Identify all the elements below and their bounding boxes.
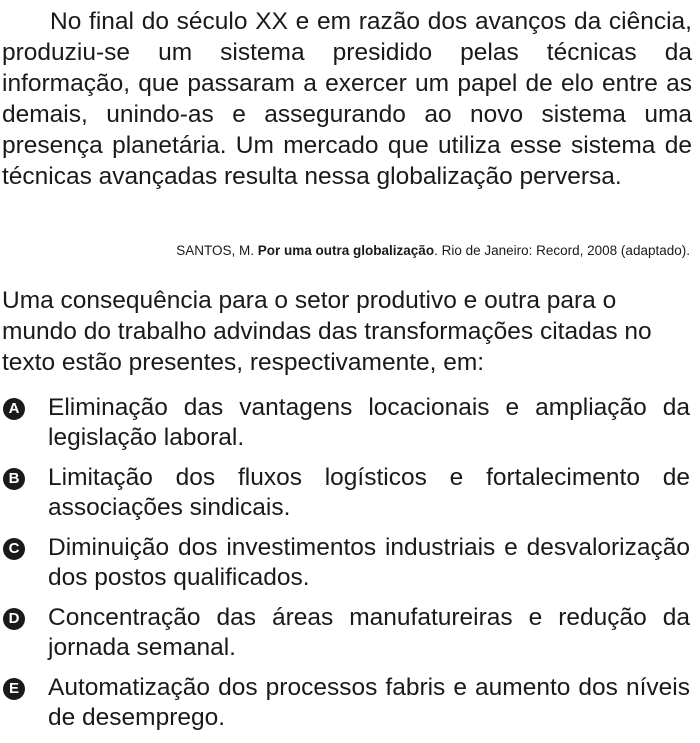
option-text: Concentração das áreas manufatureiras e redução da jornada semanal. bbox=[48, 604, 690, 661]
citation-title: Por uma outra globalização bbox=[257, 243, 435, 258]
answer-options bbox=[0, 393, 700, 743]
option-letter-badge: B bbox=[3, 468, 25, 490]
option-letter-badge: A bbox=[3, 398, 25, 420]
option-text: Automatização dos processos fabris e aumento dos níveis de desemprego. bbox=[48, 674, 690, 731]
option-b[interactable] bbox=[0, 463, 700, 533]
option-text: Diminuição dos investimentos industriais e desvalorização dos postos qualificados. bbox=[48, 534, 690, 591]
option-c[interactable] bbox=[0, 533, 700, 603]
passage-text: No final do século XX e em razão dos avanços da ciência, produziu-se um sistema presidido pelas técnicas da informação, que passaram a exercer um papel de elo entre as demais, unindo-as e assegurando ao novo sistema uma presença planetária. Um mercado que utiliza esse sistema de técnicas avançadas resulta nessa globalização perversa. bbox=[2, 8, 692, 190]
citation-details: . Rio de Janeiro: Record, 2008 (adaptado). bbox=[434, 243, 690, 258]
option-a[interactable] bbox=[0, 393, 700, 463]
option-letter-badge: C bbox=[3, 538, 25, 560]
option-d[interactable] bbox=[0, 603, 700, 673]
citation bbox=[176, 242, 690, 260]
option-e[interactable] bbox=[0, 673, 700, 743]
option-letter-badge: E bbox=[3, 678, 25, 700]
citation-author: SANTOS, M. bbox=[176, 243, 258, 258]
option-text: Limitação dos fluxos logísticos e fortalecimento de associações sindicais. bbox=[48, 464, 690, 521]
option-text: Eliminação das vantagens locacionais e ampliação da legislação laboral. bbox=[48, 394, 690, 451]
option-letter-badge: D bbox=[3, 608, 25, 630]
question-stem: Uma consequência para o setor produtivo e outra para o mundo do trabalho advindas das transformações citadas no texto estão presentes, respectivamente, em: bbox=[2, 287, 652, 376]
